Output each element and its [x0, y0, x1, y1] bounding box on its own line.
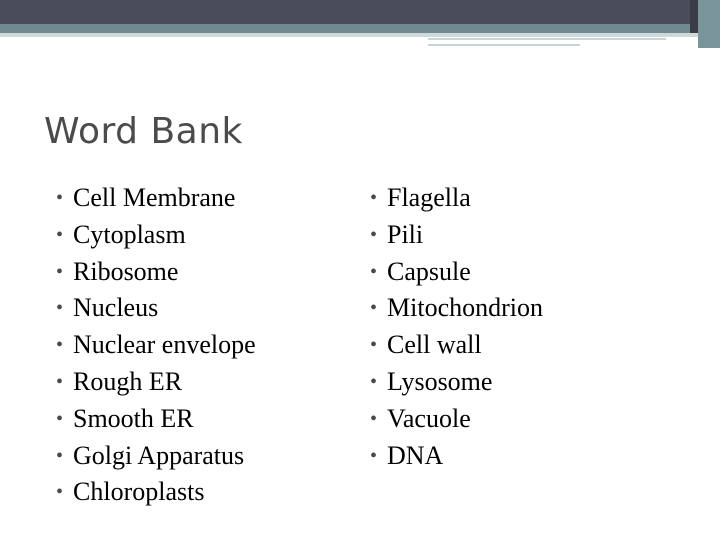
bullet-icon: •	[370, 334, 378, 357]
word-item	[370, 438, 543, 475]
word-label: Golgi Apparatus	[73, 440, 245, 470]
word-item	[56, 364, 256, 401]
word-item	[56, 254, 256, 291]
bullet-icon: •	[370, 444, 378, 467]
word-label: DNA	[387, 440, 444, 470]
word-list-right	[370, 180, 543, 474]
header-band-light	[0, 33, 720, 37]
word-item	[370, 180, 543, 217]
bullet-icon: •	[370, 187, 378, 209]
word-label: Flagella	[387, 183, 471, 212]
header-rule-short	[428, 44, 580, 46]
header-accent-block-dark	[690, 0, 698, 33]
word-item	[370, 401, 543, 438]
bullet-icon: •	[56, 223, 64, 246]
bullet-icon: •	[56, 260, 64, 283]
word-label: Chloroplasts	[73, 477, 205, 507]
bullet-icon: •	[56, 370, 64, 393]
word-label: Cell wall	[387, 330, 482, 360]
word-label: Cell Membrane	[73, 183, 236, 212]
word-item	[56, 438, 256, 475]
bullet-icon: •	[370, 407, 378, 430]
word-label: Smooth ER	[73, 403, 194, 433]
bullet-icon: •	[370, 370, 378, 393]
word-label: Ribosome	[73, 256, 179, 286]
word-label: Mitochondrion	[387, 293, 543, 323]
bullet-icon: •	[56, 187, 64, 209]
bullet-icon: •	[56, 334, 64, 357]
word-label: Nucleus	[73, 293, 159, 323]
word-item	[56, 401, 256, 438]
bullet-icon: •	[370, 297, 378, 320]
word-item	[370, 327, 543, 364]
bullet-icon: •	[56, 481, 64, 504]
header-band-dark	[0, 0, 720, 24]
word-label: Lysosome	[387, 366, 493, 396]
header-accent-block	[698, 0, 720, 48]
word-label: Cytoplasm	[73, 219, 186, 249]
word-label: Nuclear envelope	[73, 330, 256, 360]
word-item	[56, 290, 256, 327]
bullet-icon: •	[56, 407, 64, 430]
word-list-left	[56, 180, 256, 511]
word-item	[370, 217, 543, 254]
slide-title: Word Bank	[44, 111, 243, 152]
word-item	[56, 217, 256, 254]
bullet-icon: •	[56, 297, 64, 320]
header-rule-long	[428, 38, 666, 40]
header-band-teal	[0, 24, 720, 33]
word-item	[56, 474, 256, 511]
word-label: Rough ER	[73, 366, 183, 396]
word-item	[56, 180, 256, 217]
bullet-icon: •	[370, 260, 378, 283]
bullet-icon: •	[370, 223, 378, 246]
word-label: Capsule	[387, 256, 471, 286]
word-label: Vacuole	[387, 403, 471, 433]
word-item	[370, 254, 543, 291]
word-label: Pili	[387, 219, 424, 249]
word-item	[56, 327, 256, 364]
bullet-icon: •	[56, 444, 64, 467]
word-item	[370, 290, 543, 327]
word-item	[370, 364, 543, 401]
